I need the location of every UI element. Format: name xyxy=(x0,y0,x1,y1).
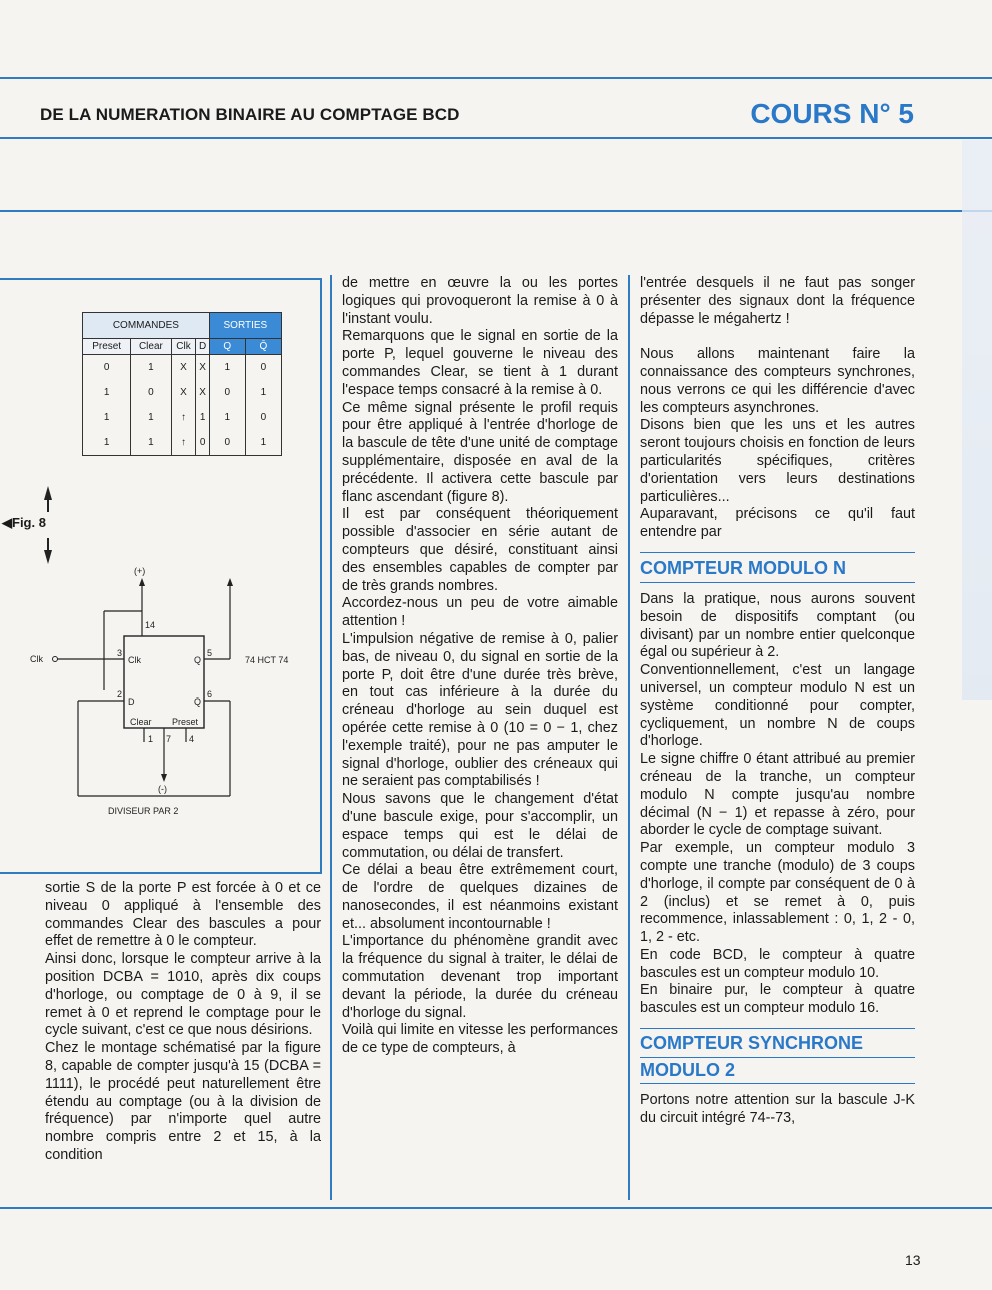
footer-rule xyxy=(0,1207,992,1209)
pin-q: Q xyxy=(194,655,202,665)
paragraph: sortie S de la porte P est forcée à 0 et ce niveau 0 appliqué à l'ensemble des commandes Clear des bascules a pour effet de remettre à 0 le compteur. xyxy=(45,880,321,950)
heading-compteur-synchrone xyxy=(640,1028,915,1084)
heading-line-1: COMPTEUR SYNCHRONE xyxy=(640,1033,864,1054)
output-arrow-icon xyxy=(227,578,233,586)
course-number: COURS N° 5 xyxy=(750,98,914,129)
paragraph: Par exemple, un compteur modulo 3 compte une tranche (modulo) de 3 coups d'horloge, il compte par conséquent de 0 à 2 (inclus) et se remet à 0, puis recommence, inlassablement : 0, 1, 2 - 0, 1, 2 - etc. xyxy=(640,840,915,946)
table-cell-clk xyxy=(171,355,196,456)
table-cell: 1 xyxy=(224,362,231,373)
pin-14: 14 xyxy=(145,620,156,630)
arrow-up-icon xyxy=(44,486,52,500)
paragraph: Remarquons que le signal en sortie de la porte P, lequel gouverne le niveau des commandes Clear, se tient à 1 durant l'espace temps consacré à la remise à 0. xyxy=(342,328,618,398)
commands-header: COMMANDES xyxy=(83,313,210,339)
table-cell: 1 xyxy=(224,412,231,423)
table-cell: 1 xyxy=(260,437,267,448)
header-rule-top xyxy=(0,77,992,79)
header-rule-bottom xyxy=(0,137,992,139)
col-d: D xyxy=(196,339,209,355)
paragraph: Accordez-nous un peu de votre aimable attention ! xyxy=(342,595,618,630)
table-cell: 1 xyxy=(148,362,154,373)
pin-5: 5 xyxy=(207,648,213,658)
figure-label xyxy=(2,515,46,531)
table-cell: 1 xyxy=(199,412,206,423)
table-cell: 1 xyxy=(103,412,110,423)
paragraph: Ce même signal présente le profil requis pour être appliqué à l'entrée d'horloge de la bascule de tête d'une unité de comptage supplémentaire, disposée en aval de la précédente. Il activera cette bascule par flanc ascendant (figure 8). xyxy=(342,399,618,505)
pin-clk: Clk xyxy=(128,655,141,665)
column-rule-2 xyxy=(628,275,630,1200)
pin-6: 6 xyxy=(207,689,213,699)
paragraph: Disons bien que les uns et les autres seront toujours choisis en fonction de leurs particularités spécifiques, critères d'orientation vers leurs destinations particulières... xyxy=(640,417,915,505)
clk-input-label: Clk xyxy=(30,654,43,664)
plus-label: (+) xyxy=(134,566,146,576)
paragraph: Voilà qui limite en vitesse les performances de ce type de compteurs, à xyxy=(342,1022,618,1057)
table-cell: 0 xyxy=(260,412,267,423)
table-cell: ↑ xyxy=(180,412,186,423)
pin-7: 7 xyxy=(166,734,172,744)
table-cell-d xyxy=(196,355,209,456)
pin-1: 1 xyxy=(148,734,154,744)
paragraph: En binaire pur, le compteur à quatre bascules est un compteur modulo 16. xyxy=(640,982,915,1017)
paragraph: Conventionnellement, c'est un langage universel, un compteur modulo N est un système conditionné pour compter, cycliquement, un nombre N de coups d'horloge. xyxy=(640,662,915,750)
table-cell: 0 xyxy=(199,437,206,448)
paragraph: L'impulsion négative de remise à 0, palier bas, de niveau 0, du signal en sortie de la porte P, doit être d'une durée très brève, en tout cas inférieure à la durée du créneau d'horloge au sein duquel est opérée cette remise à 0 (10 = 0 − 1, chez l'exemple traité), pour ne pas amputer le signal d'horloge, oublier des créneaux qui ne seraient pas comptabilisés ! xyxy=(342,630,618,790)
outputs-header: SORTIES xyxy=(209,313,281,339)
page-number: 13 xyxy=(905,1252,921,1268)
table-cell: 0 xyxy=(103,362,110,373)
table-cell: 1 xyxy=(148,412,154,423)
table-cell: 0 xyxy=(224,387,231,398)
col-clear: Clear xyxy=(131,339,171,355)
paragraph: L'importance du phénomène grandit avec la fréquence du signal à traiter, le délai de commutation devenant trop important devant la période, la durée du créneau d'horloge du signal. xyxy=(342,933,618,1021)
column-rule-1 xyxy=(330,275,332,1200)
table-cell-q xyxy=(209,355,245,456)
table-cell: X xyxy=(199,387,206,398)
section-rule xyxy=(0,210,992,212)
column-2 xyxy=(342,275,618,1058)
paragraph: Le signe chiffre 0 étant attribué au premier créneau de la tranche, un compteur modulo N compte jusqu'au nombre décimal (N − 1) et repasse à zéro, pour aborder le cycle de comptage suivant. xyxy=(640,751,915,839)
paragraph: Nous savons que le changement d'état d'une bascule exige, pour s'accomplir, un espace temps qui est le délai de commutation, ou délai de transfert. xyxy=(342,791,618,861)
table-cell: 1 xyxy=(103,387,110,398)
paragraph: Ainsi donc, lorsque le compteur arrive à la position DCBA = 1010, après dix coups d'horloge, ou comptage de 0 à 9, il se remet à 0 et reprend le comptage pour le cycle suivant, c'est ce que nous désirions. xyxy=(45,951,321,1039)
pin-qbar: Q̄ xyxy=(194,697,202,707)
col-preset: Preset xyxy=(83,339,131,355)
pin-clear: Clear xyxy=(130,717,152,727)
table-cell: 0 xyxy=(224,437,231,448)
table-cell: 1 xyxy=(103,437,110,448)
col-clk: Clk xyxy=(171,339,196,355)
table-cell: 0 xyxy=(260,362,267,373)
minus-label: (-) xyxy=(158,784,167,794)
paragraph: Nous allons maintenant faire la connaissance des compteurs synchrones, nous verrons ce qui les différencie d'avec les compteurs asynchrones. xyxy=(640,346,915,416)
pin-2: 2 xyxy=(117,689,123,699)
side-band xyxy=(962,140,992,700)
diagram-caption: DIVISEUR PAR 2 xyxy=(108,806,179,816)
spacer xyxy=(640,328,915,346)
circuit-diagram xyxy=(0,560,320,820)
paragraph: Auparavant, précisons ce qu'il faut entendre par xyxy=(640,506,915,541)
chip-name: 74 HCT 74 xyxy=(245,655,289,665)
heading-compteur-modulo-n: COMPTEUR MODULO N xyxy=(640,552,915,583)
paragraph: de mettre en œuvre la ou les portes logiques qui provoqueront la remise à 0 à l'instant voulu. xyxy=(342,275,618,327)
pin-d: D xyxy=(128,697,135,707)
paragraph: Ce délai a beau être extrêmement court, de l'ordre de quelques dizaines de nanosecondes, il est néanmoins existant et... absolument incontournable ! xyxy=(342,862,618,932)
ground-arrow-icon xyxy=(161,774,167,782)
page-title: DE LA NUMERATION BINAIRE AU COMPTAGE BCD xyxy=(40,105,460,124)
table-cell-qbar xyxy=(245,355,281,456)
heading-line-2: MODULO 2 xyxy=(640,1057,915,1081)
column-1 xyxy=(45,880,321,1165)
figure-label-text: Fig. 8 xyxy=(12,515,46,530)
table-cell: ↑ xyxy=(180,437,186,448)
paragraph: Portons notre attention sur la bascule J-K du circuit intégré 74--73, xyxy=(640,1092,915,1126)
page-header xyxy=(0,100,992,130)
table-cell: X xyxy=(180,362,187,373)
flipflop-box xyxy=(124,636,204,728)
paragraph: En code BCD, le compteur à quatre bascules est un compteur modulo 10. xyxy=(640,946,915,981)
pin-3: 3 xyxy=(117,648,123,658)
table-cell-preset xyxy=(83,355,131,456)
pin-preset: Preset xyxy=(172,717,199,727)
col-qbar: Q̄ xyxy=(245,339,281,355)
paragraph: Dans la pratique, nous aurons souvent besoin de dispositifs comptant (ou divisant) par un nombre entier quelconque égal ou supérieur à 2. xyxy=(640,590,915,661)
col-q: Q xyxy=(209,339,245,355)
paragraph: l'entrée desquels il ne faut pas songer présenter des signaux dont la fréquence dépasse le mégahertz ! xyxy=(640,275,915,327)
paragraph: Il est par conséquent théoriquement possible d'associer en série autant de compteurs que désiré, constituant ainsi des ensembles capables de compter par de très grands nombres. xyxy=(342,506,618,594)
table-cell: 1 xyxy=(148,437,154,448)
table-cell: 0 xyxy=(148,387,154,398)
pin-4: 4 xyxy=(189,734,195,744)
table-cell: 1 xyxy=(260,387,267,398)
column-3 xyxy=(640,275,915,1128)
arrow-left-icon: ◀ xyxy=(2,515,12,530)
paragraph: Chez le montage schématisé par la figure 8, capable de compter jusqu'à 15 (DCBA = 1111), le procédé peut naturellement être étendu au comptage (ou à la division de fréquence) par n'importe quel autre nombre compris entre 2 et 15, à la condition xyxy=(45,1040,321,1163)
table-cell: X xyxy=(180,387,187,398)
table-cell-clear xyxy=(131,355,171,456)
truth-table xyxy=(82,312,282,456)
table-cell: X xyxy=(199,362,206,373)
